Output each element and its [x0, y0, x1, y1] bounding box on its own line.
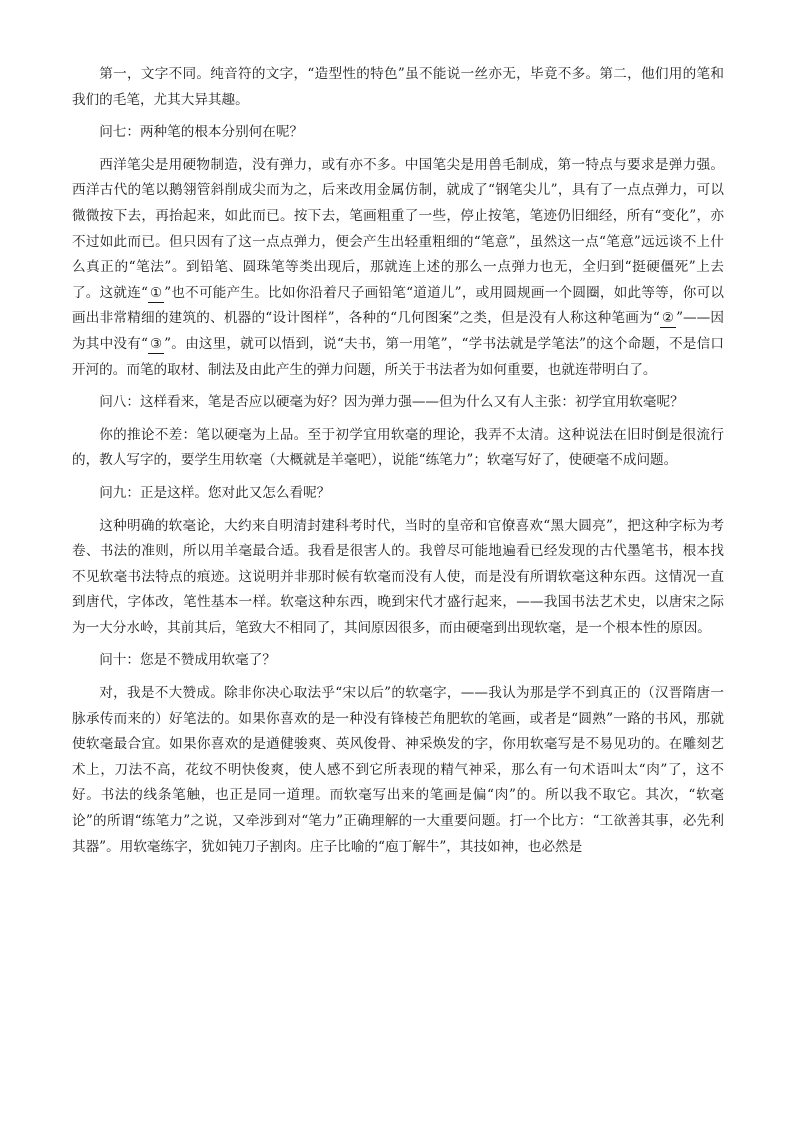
question-8: 问八：这样看来，笔是否应以硬毫为好？因为弹力强——但为什么又有人主张：初学宜用软毫呢？: [99, 394, 684, 411]
paragraph-3: [72, 153, 724, 383]
blank-3: ③: [149, 335, 163, 352]
paragraph-3-text-start: 西洋笔尖是用硬物制造，没有弹力，或有亦不多。中国笔尖是用兽毛制成，第一特点与要求是弹力强。西洋古代的笔以鹅翎管斜削成尖而为之，后来改用金属仿制，就成了“钢笔尖儿”，具有了一点点弹力，可以微微按下去，再抬起来，如此而已。按下去，笔画粗重了一些，停止按笔，笔迹仍旧细经，所有“变化”，亦不过如此而已。但只因有了这一点点弹力，便会产生出轻重粗细的“笔意”，虽然这一点“笔意”远远谈不上什么真正的“笔法”。到铅笔、圆珠笔等类出现后，那就连上述的那么一点弹力也无，全归到“挺硬僵死”上去了。这就连“: [72, 156, 724, 301]
paragraph-1: 第一，文字不同。纯音符的文字，“造型性的特色”虽不能说一丝亦无，毕竟不多。第二，他们用的笔和我们的毛笔，尤其大异其趣。: [72, 66, 724, 108]
paragraph-9: 对，我是不大赞成。除非你决心取法乎“宋以后”的软毫字，——我认为那是学不到真正的（汉晋隋唐一脉承传而来的）好笔法的。如果你喜欢的是一种没有锋棱芒角肥软的笔画，或者是“圆熟”一路的书风，那就使软毫最合宜。如果你喜欢的是遒健骏爽、英风俊骨、神采焕发的字，你用软毫写是不易见功的。在雕刻艺术上，刀法不高，花纹不明快俊爽，使人感不到它所表现的精气神采，那么有一句术语叫太“肉”了，这不好。书法的线条笔触，也正是同一道理。而软毫写出来的笔画是偏“肉”的。所以我不取它。其次，“软毫论”的所谓“练笔力”之说，又牵涉到对“笔力”正确理解的一大重要问题。打一个比方：“工欲善其事，必先利其器”。用软毫练字，犹如钝刀子割肉。庄子比喻的“庖丁解牛”，其技如神，也必然是: [72, 685, 724, 855]
paragraph-5: 你的推论不差：笔以硬毫为上品。至于初学宜用软毫的理论，我弄不太清。这种说法在旧时倒是很流行的，教人写字的，要学生用软毫（大概就是羊毫吧），说能“练笔力”；软毫写好了，使硬毫不成问题。: [72, 426, 724, 469]
question-10: 问十：您是不赞成用软毫了？: [99, 652, 276, 669]
document-body: [72, 62, 724, 867]
paragraph-3-text-mid-1: ”也不可能产生。比如你沿着尺子画铅笔“道道儿”，或用圆规画一个圆圈，如此等等，你可以画出非常精细的建筑的、机器的“设计图样”，各种的“几何图案”之类，但是没有人称这种笔画为“: [72, 284, 724, 327]
paragraph-7: 这种明确的软毫论，大约来自明清封建科考时代，当时的皇帝和官僚喜欢“黑大圆亮”，把这种字标为考卷、书法的准则，所以用羊毫最合适。我看是很害人的。我曾尽可能地遍看已经发现的古代墨笔书，根本找不见软毫书法特点的痕迹。这说明并非那时候有软毫而没有人使，而是没有所谓软毫这种东西。这情况一直到唐代，字体改，笔性基本一样。软毫这种东西，晚到宋代才盛行起来，——我国书法艺术史，以唐宋之际为一大分水岭，其前其后，笔致大不相同了，其间原因很多，而由硬毫到出现软毫，是一个根本性的原因。: [72, 517, 724, 636]
question-9: 问九：正是这样。您对此又怎么看呢？: [99, 484, 331, 501]
paragraph-3-text-mid-2: ”——因为其中没有“: [72, 310, 725, 352]
paragraph-3-text-end: ”。由这里，就可以悟到，说“夫书，第一用笔”，“学书法就是学笔法”的这个命题，不是信口开河的。而笔的取材、制法及由此产生的弹力问题，所关于书法者为如何重要，也就连带明白了。: [72, 335, 724, 378]
blank-2: ②: [661, 310, 675, 327]
question-7: 问七：两种笔的根本分别何在呢？: [99, 124, 304, 141]
blank-1: ①: [150, 284, 163, 301]
